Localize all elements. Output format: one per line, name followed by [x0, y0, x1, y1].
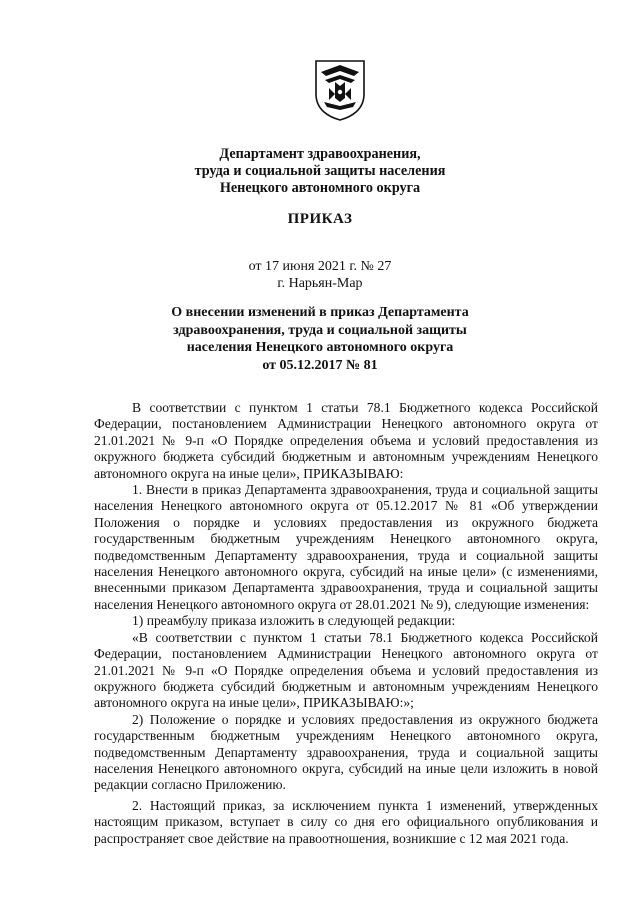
document-type: ПРИКАЗ [287, 211, 353, 227]
date-number: от 17 июня 2021 г. № 27 [248, 259, 392, 274]
subject-line: О внесении изменений в приказ Департамента [171, 305, 469, 320]
dept-line: Департамент здравоохранения, [219, 146, 421, 162]
dept-line: Ненецкого автономного округа [219, 180, 421, 196]
order-subject [60, 304, 580, 374]
order-body [94, 400, 598, 847]
subject-line: от 05.12.2017 № 81 [262, 357, 378, 373]
body-paragraph: В соответствии с пунктом 1 статьи 78.1 Бюджетного кодекса Российской Федерации, постановлением Администрации Ненецкого автономного округа от 21.01.2021 № 9-п «О Порядке определения объема и условий предоставления из окружного бюджета субсидий бюджетным и автономным учреждениям Ненецкого автономного округа на иные цели», ПРИКАЗЫВАЮ: [94, 400, 598, 481]
city: г. Нарьян-Мар [277, 276, 363, 291]
body-paragraph: 2. Настоящий приказ, за исключением пункта 1 изменений, утвержденных настоящим приказом, вступает в силу со дня его официального опубликования и распространяет свое действие на правоотношения, возникшие с 12 мая 2021 года. [94, 797, 598, 846]
dept-line: труда и социальной защиты населения [194, 163, 446, 179]
body-paragraph: 2) Положение о порядке и условиях предоставления из окружного бюджета государственным бюджетным учреждениям Ненецкого автономного округа, подведомственным Департаменту здравоохранения, труда и социальной защиты населения Ненецкого автономного округа, субсидий на иные цели изложить в новой редакции согласно Приложению. [94, 711, 598, 793]
date-block [60, 258, 580, 292]
coat-of-arms-icon [313, 58, 367, 122]
body-paragraph: «В соответствии с пунктом 1 статьи 78.1 Бюджетного кодекса Российской Федерации, постановлением Администрации Ненецкого автономного округа от 21.01.2021 № 9-п «О Порядке определения объема и условий предоставления из окружного бюджета субсидий бюджетным и автономным учреждениям Ненецкого автономного округа на иные цели», ПРИКАЗЫВАЮ:»; [94, 629, 598, 711]
subject-line: здравоохранения, труда и социальной защиты [173, 322, 467, 338]
department-name [60, 146, 580, 197]
body-paragraph: 1. Внести в приказ Департамента здравоохранения, труда и социальной защиты населения Ненецкого автономного округа от 05.12.2017 № 81 «Об утверждении Положения о порядке и условиях предоставления из окружного бюджета государственным бюджетным учреждениям Ненецкого автономного округа, подведомственным Департаменту здравоохранения, труда и социальной защиты населения Ненецкого автономного округа, субсидий на иные цели» (с изменениями, внесенными приказом Департамента здравоохранения, труда и социальной защиты населения Ненецкого автономного округа от 28.01.2021 № 9), следующие изменения: [94, 482, 598, 612]
body-paragraph: 1) преамбулу приказа изложить в следующей редакции: [132, 613, 456, 629]
subject-line: населения Ненецкого автономного округа [186, 340, 454, 355]
